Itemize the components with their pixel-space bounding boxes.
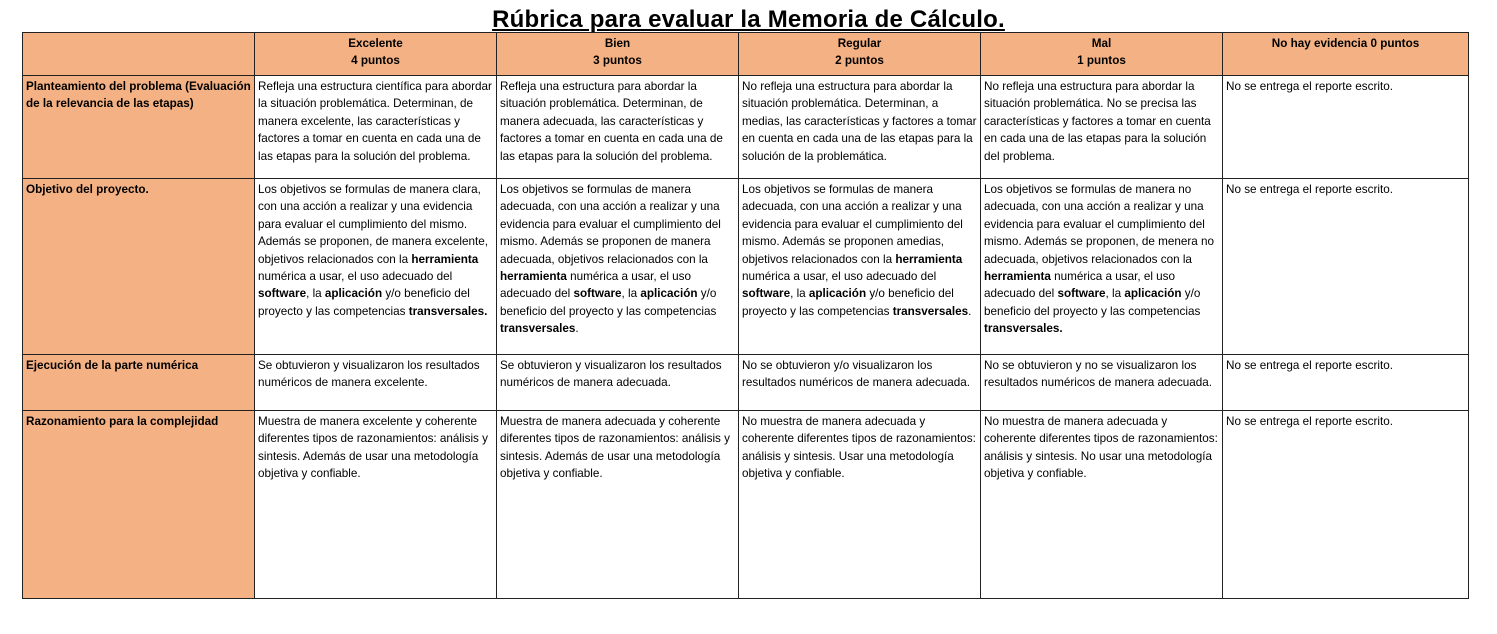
level-name: Bien <box>604 37 631 50</box>
rubric-cell: No se entrega el reporte escrito. <box>1223 411 1469 599</box>
rubric-cell: Los objetivos se formulas de manera adecuada, con una acción a realizar y una evidencia para evaluar el cumplimiento del mismo. Además se proponen amedias, objetivos relacionados con la herramienta numérica a usar, el uso adecuado del software, la aplicación y/o beneficio del proyecto y las competencias transversales. <box>739 179 981 355</box>
bold-keyword: transversales <box>500 322 576 336</box>
level-header-bien <box>497 33 739 76</box>
criterion-row-ejecucion <box>23 355 1469 411</box>
rubric-cell: No se entrega el reporte escrito. <box>1223 76 1469 179</box>
bold-keyword: transversales. <box>408 304 488 318</box>
level-name: Mal <box>1091 37 1112 50</box>
level-header-mal <box>981 33 1223 76</box>
rubric-cell: Refleja una estructura para abordar la situación problemática. Determinan, de manera adecuada, las características y factores a tomar en cuenta en cada una de las etapas para la solución del problema. <box>497 76 739 179</box>
rubric-cell: Los objetivos se formulas de manera clara, con una acción a realizar y una evidencia para evaluar el cumplimiento del mismo. Además se proponen, de manera excelente, objetivos relacionados con la herramienta numérica a usar, el uso adecuado del software, la aplicación y/o beneficio del proyecto y las competencias transversales. <box>255 179 497 355</box>
rubric-table <box>22 32 1469 599</box>
criterion-row-razonamiento <box>23 411 1469 599</box>
bold-keyword: software <box>258 287 307 301</box>
bold-keyword: aplicación <box>1124 287 1182 301</box>
level-points: 3 puntos <box>593 54 642 68</box>
level-header-regular <box>739 33 981 76</box>
rubric-cell: No refleja una estructura para abordar la situación problemática. Determinan, a medias, las características y factores a tomar en cuenta en cada una de las etapas para la solución de la problemática. <box>739 76 981 179</box>
rubric-cell: Los objetivos se formulas de manera adecuada, con una acción a realizar y una evidencia para evaluar el cumplimiento del mismo. Además se proponen de manera adecuada, objetivos relacionados con la herramienta numérica a usar, el uso adecuado del software, la aplicación y/o beneficio del proyecto y las competencias transversales. <box>497 179 739 355</box>
level-name: No hay evidencia 0 puntos <box>1271 37 1420 50</box>
level-header-no-evidencia <box>1223 33 1469 76</box>
bold-keyword: aplicación <box>808 287 867 301</box>
page-title: Rúbrica para evaluar la Memoria de Cálculo. <box>492 6 1005 33</box>
rubric-cell: Muestra de manera adecuada y coherente diferentes tipos de razonamientos: análisis y sintesis. Además de usar una metodología objetiva y confiable. <box>497 411 739 599</box>
rubric-cell: Se obtuvieron y visualizaron los resultados numéricos de manera excelente. <box>255 355 497 411</box>
rubric-cell: Refleja una estructura científica para abordar la situación problemática. Determinan, de manera excelente, las características y factores a tomar en cuenta en cada una de las etapas para la solución del problema. <box>255 76 497 179</box>
bold-keyword: herramienta <box>895 252 963 266</box>
rubric-cell: No muestra de manera adecuada y coherente diferentes tipos de razonamientos: análisis y sintesis. No usar una metodología objetiva y confiable. <box>981 411 1223 599</box>
header-row <box>23 33 1469 76</box>
criterion-row-objetivo <box>23 179 1469 355</box>
criterion-label: Objetivo del proyecto. <box>23 179 255 355</box>
bold-keyword: aplicación <box>640 287 698 301</box>
rubric-cell: No refleja una estructura para abordar la situación problemática. No se precisa las características y factores a tomar en cuenta en cada una de las etapas para la solución del problema. <box>981 76 1223 179</box>
rubric-cell: No se obtuvieron y no se visualizaron los resultados numéricos de manera adecuada. <box>981 355 1223 411</box>
criterion-label: Razonamiento para la complejidad <box>23 411 255 599</box>
level-points: 2 puntos <box>835 54 884 68</box>
rubric-cell: Los objetivos se formulas de manera no adecuada, con una acción a realizar y una evidencia para evaluar el cumplimiento del mismo. Además se proponen, de menera no adecuada, objetivos relacionados con la herramienta numérica a usar, el uso adecuado del software, la aplicación y/o beneficio del proyecto y las competencias transversales. <box>981 179 1223 355</box>
bold-keyword: transversales <box>892 304 969 318</box>
level-points: 1 puntos <box>1077 54 1126 68</box>
bold-keyword: software <box>742 287 791 301</box>
bold-keyword: transversales. <box>984 322 1063 336</box>
bold-keyword: herramienta <box>500 270 567 284</box>
rubric-cell: No se entrega el reporte escrito. <box>1223 355 1469 411</box>
level-name: Excelente <box>348 37 403 50</box>
bold-keyword: herramienta <box>984 270 1051 284</box>
rubric-cell: No muestra de manera adecuada y coherente diferentes tipos de razonamientos: análisis y sintesis. Usar una metodología objetiva y confiable. <box>739 411 981 599</box>
header-corner <box>23 33 255 76</box>
bold-keyword: software <box>1057 287 1106 301</box>
level-points: 4 puntos <box>351 54 400 68</box>
bold-keyword: software <box>573 287 622 301</box>
rubric-cell: No se obtuvieron y/o visualizaron los resultados numéricos de manera adecuada. <box>739 355 981 411</box>
bold-keyword: aplicación <box>324 287 383 301</box>
criterion-label: Ejecución de la parte numérica <box>23 355 255 411</box>
rubric-cell: Se obtuvieron y visualizaron los resultados numéricos de manera adecuada. <box>497 355 739 411</box>
criterion-row-planteamiento <box>23 76 1469 179</box>
level-name: Regular <box>837 37 882 50</box>
bold-keyword: herramienta <box>411 252 479 266</box>
criterion-label: Planteamiento del problema (Evaluación de la relevancia de las etapas) <box>23 76 255 179</box>
rubric-cell: Muestra de manera excelente y coherente diferentes tipos de razonamientos: análisis y sintesis. Además de usar una metodología objetiva y confiable. <box>255 411 497 599</box>
level-header-excelente <box>255 33 497 76</box>
rubric-cell: No se entrega el reporte escrito. <box>1223 179 1469 355</box>
